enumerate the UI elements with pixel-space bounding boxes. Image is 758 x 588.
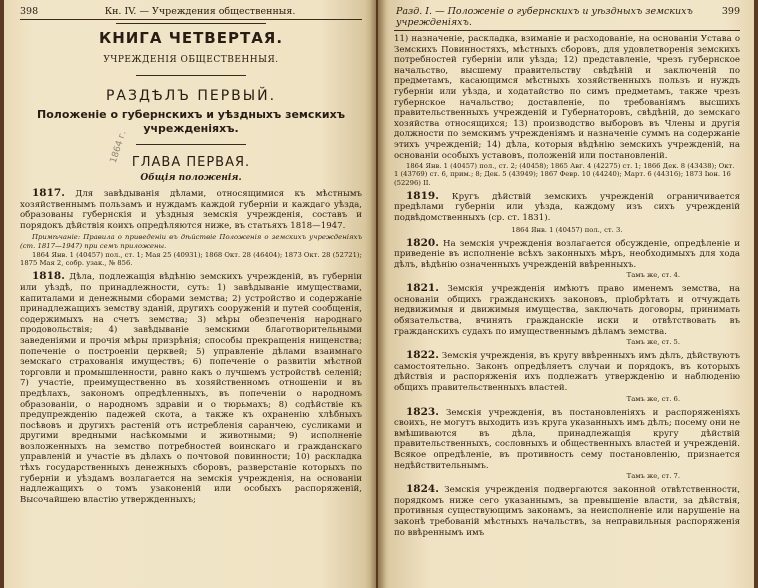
article-note: Примѣчаніе: Правила о приведеніи въ дѣйствіе Положенія о земскихъ учрежденіяхъ (ст. 1817—1947) при семъ приложены. [20,233,362,250]
article-list [394,191,740,538]
divider [136,75,246,76]
page-number-right: 399 [721,6,740,17]
article-text: Земскія учрежденія имѣютъ право именемъ земства, на основаніи общихъ гражданскихъ законовъ, пріобрѣтать и отчуждать недвижимыя и движимыя имущества, заключать договоры, принимать обязательства, вчинять гражданскіе иски и отвѣтствовать въ гражданскихъ судахъ по имущественнымъ дѣламъ земства. [394,284,740,337]
article-item [394,283,740,337]
article-item [394,407,740,472]
article-item [394,191,740,224]
article-text: Земскія учрежденія, въ кругу ввѣренныхъ имъ дѣлъ, дѣйствуютъ самостоятельно. Законъ опредѣляетъ случаи и порядокъ, въ которыхъ дѣйствія и распоряженія ихъ подлежатъ утвержденію и наблюденію общихъ правительственныхъ властей. [394,351,740,394]
running-head-right: Разд. I. — Положеніе о губернскихъ и уѣздныхъ земскихъ учрежденіяхъ. [396,6,693,28]
article-text: Кругъ дѣйствій земскихъ учрежденій ограничивается предѣлами губерніи или уѣзда, каждому изъ сихъ учрежденій подвѣдомственныхъ (ср. ст. 1831). [394,191,740,223]
article-source: 1864 Янв. 1 (40457) пол., ст. 2; (40458); 1865 Авг. 4 (42275) ст. 1; 1866 Дек. 8 (43438); Окт. 1 (43769) ст. 6, прим.; 8; Дек. 5 (43949); 1867 Февр. 10 (44240); Март. 6 (44316); 1873 Іюн. 16 (52296) II. [394,162,735,187]
article-number: 1817. [32,187,65,199]
article-number: 1820. [406,236,439,249]
article-text: Для завѣдыванія дѣлами, относящимися къ мѣстнымъ хозяйственнымъ пользамъ и нуждамъ каждой губерніи и каждаго уѣзда, образованы губернскія и уѣздныя земскія учрежденія, составъ и порядокъ дѣйствія коихъ опредѣляются ниже, въ статьяхъ 1818—1947. [20,189,362,231]
article-text: Земскія учрежденія, въ постановленіяхъ и распоряженіяхъ своихъ, не могутъ выходить изъ круга указанныхъ имъ дѣлъ; посему они не вмѣшиваются въ дѣла, принадлежащія кругу дѣйствій правительственныхъ, сословныхъ и общественныхъ властей и учрежденій. Всякое опредѣленіе, въ противность сему постановленію, признается недѣйствительнымъ. [394,407,740,471]
article-continuation: 11) назначеніе, раскладка, взиманіе и расходованіе, на основаніи Устава о Земскихъ Повинностяхъ, мѣстныхъ сборовъ, для удовлетворенія земскихъ потребностей губерніи или уѣзда; 12) представленіе, чрезъ губернское начальство, высшему правительству свѣдѣній и заключеній по предметамъ, касающимся мѣстныхъ хозяйственныхъ пользъ и нуждъ губерніи или уѣзда, и ходатайство по симъ предметамъ, также чрезъ губернское начальство; доставленіе, по требованіямъ высшихъ правительственныхъ учрежденій и Губернаторовъ, свѣдѣній, до земскаго хозяйства относящихся; 13) производство выборовъ въ Члены и другія должности по земскимъ учрежденіямъ и назначеніе суммъ на содержаніе этихъ учрежденій; 14) дѣла, которыя вѣдѣнію земскихъ учрежденій, на основаніи особыхъ уставовъ, положеній или постановленій. [394,34,740,161]
book-spread [4,0,754,588]
article-number: 1824. [406,483,439,496]
article-number: 1821. [406,282,439,295]
book-title: КНИГА ЧЕТВЕРТАЯ. [98,29,284,47]
pencil-annotation: 1864 г. [108,129,129,165]
section-title: РАЗДѢЛЪ ПЕРВЫЙ. [105,88,277,104]
divider [136,144,246,145]
article-source: Тамъ же, ст. 4. [626,271,680,280]
chapter-title: ГЛАВА ПЕРВАЯ. [131,155,251,170]
article-source: Тамъ же, ст. 7. [626,472,680,481]
article-source: 1864 Янв. 1 (40457) пол., ст. 3. [511,225,623,234]
article-number: 1823. [406,405,439,418]
article-1818 [20,271,362,505]
article-source: 1864 Янв. 1 (40457) пол., ст. 1; Мая 25 (40931); 1868 Окт. 28 (46404); 1873 Окт. 28 (52721); 1875 Мая 2, собр. узак., № 856. [20,250,362,268]
article-source: Тамъ же, ст. 6. [626,394,680,403]
book-subtitle: УЧРЕЖДЕНІЯ ОБЩЕСТВЕННЫЯ. [103,55,279,65]
article-number: 1819. [406,189,439,202]
article-number: 1822. [406,349,439,362]
page-number-left: 398 [20,6,39,17]
article-text: На земскія учрежденія возлагается обсужденіе, опредѣленіе и приведеніе въ исполненіе всѣхъ законныхъ мѣръ, необходимыхъ для хода дѣлъ, вѣдѣнію означенныхъ учрежденій ввѣренныхъ. [394,238,740,270]
article-text: Земскія учрежденія подвергаются законной отвѣтственности, порядкомъ ниже сего указаннымъ, за превышеніе власти, за дѣйствія, противныя существующимъ законамъ, за неисполненіе или нарушеніе на законѣ требованій мѣстныхъ начальствъ, за неправильныя распоряженія по ввѣреннымъ имъ [394,485,740,538]
running-head-left: Кн. IV. — Учреждения общественныя. [104,6,296,17]
left-page [4,0,376,588]
chapter-subtitle: Общія положенія. [140,173,242,183]
running-header-left [20,6,362,20]
article-item [394,350,740,393]
article-source: Тамъ же, ст. 5. [626,338,680,347]
section-subtitle: Положеніе о губернскихъ и уѣздныхъ земскихъ учрежденіяхъ. [37,108,345,135]
article-1817 [20,188,362,231]
divider [116,23,266,24]
article-text: Дѣла, подлежащія вѣдѣнію земскихъ учрежденій, въ губерніи или уѣздѣ, по принадлежности, суть: 1) завѣдываніе имуществами, капиталами и денежными сборами земства; 2) устройство и содержаніе принадлежащихъ земству зданій, другихъ сооруженій и путей сообщенія, содержимыхъ на счетъ земства; 3) мѣры обезпеченія народнаго продовольствія; 4) завѣдываніе земскими благотворительными заведеніями и прочія мѣры призрѣнія; способы прекращенія нищенства; попеченіе о построеніи церквей; 5) управленіе дѣлами взаимнаго земскаго страхованія имуществъ; 6) попеченіе о развитіи мѣстной торговли и промышленности, равно какъ о лучшемъ устройствѣ селеній; 7) участіе, преимущественно въ хозяйственномъ отношеніи и въ предѣлахъ, закономъ опредѣленныхъ, въ попеченіи о народномъ образованіи, о народномъ здравіи и о тюрьмахъ; 8) содѣйствіе къ предупрежденію падежей скота, а также къ охраненію хлѣбныхъ посѣвовъ и другихъ растеній отъ истребленія саранчею, сусликами и другими вредными насѣкомыми и животными; 9) исполненіе возложенныхъ на земство потребностей воинскаго и гражданскаго управленій и участіе въ дѣлахъ о почтовой повинности; 10) раскладка тѣхъ государственныхъ денежныхъ сборовъ, разверстаніе которыхъ по губерніи и уѣздамъ возлагается на земскія учрежденія, на основаніи надлежащихъ о томъ узаконеній или особыхъ распоряженій, Высочайшею властію утвержденныхъ; [20,272,362,505]
right-page [378,0,754,588]
article-item [394,238,740,271]
article-number: 1818. [32,270,65,283]
article-item [394,484,740,538]
running-header-right [394,6,740,31]
book-gutter [370,0,386,588]
